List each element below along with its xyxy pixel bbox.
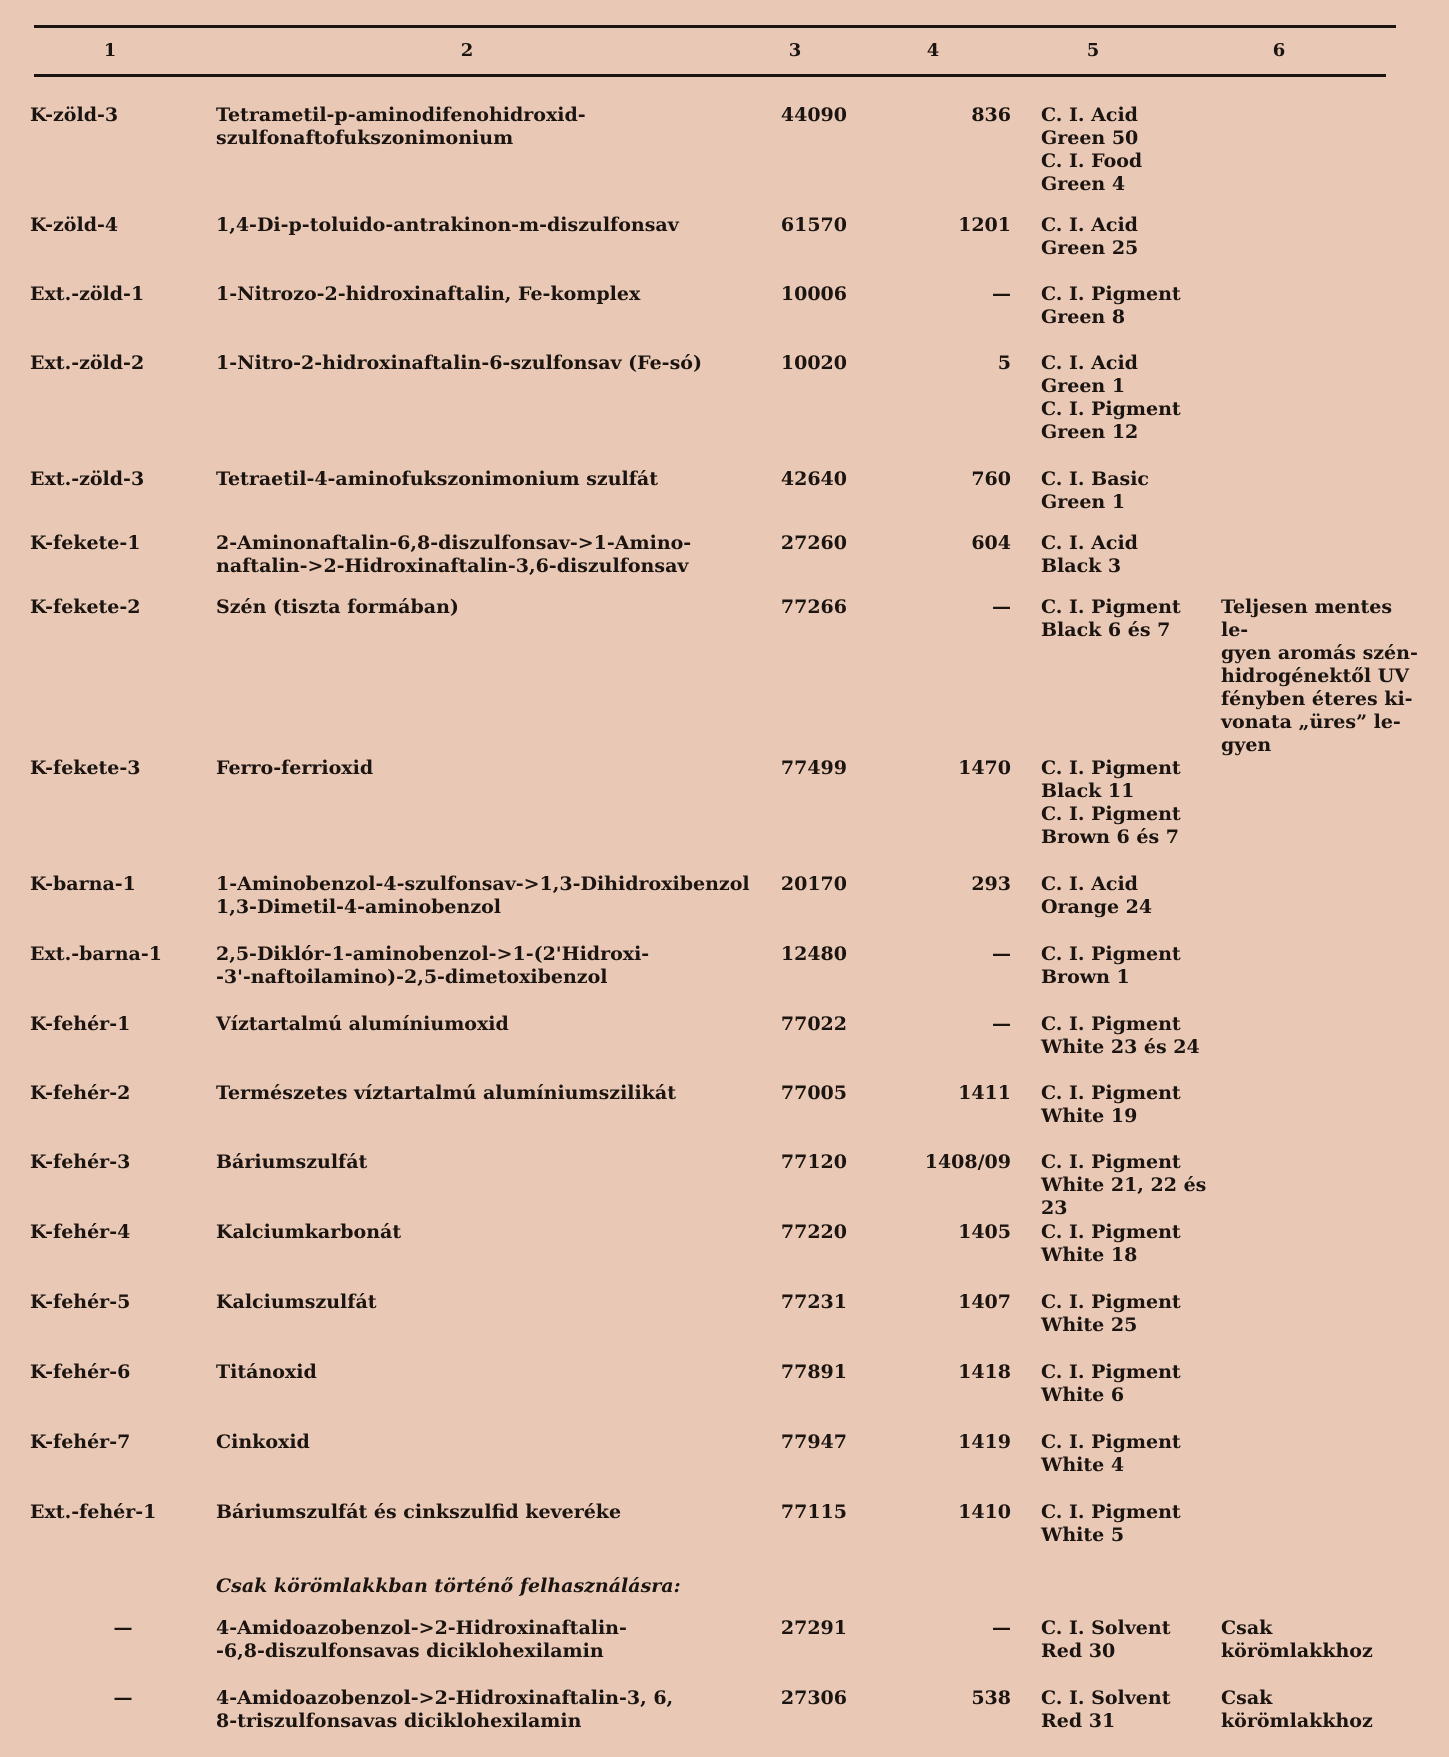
cell-number: 1470 xyxy=(958,757,1011,779)
cell-name: Báriumszulfát és cinkszulfid keveréke xyxy=(216,1501,622,1523)
cell-number: 1410 xyxy=(958,1501,1011,1523)
cell-number: — xyxy=(992,283,1011,305)
cell-ci-name: C. I. Acid Orange 24 xyxy=(1041,873,1153,918)
cell-name: 2,5-Diklór-1-aminobenzol->1-(2'Hidroxi- -3'-naftoilamino)-2,5-dimetoxibenzol xyxy=(216,943,650,988)
table-row xyxy=(30,532,1421,596)
cell-ci-name: C. I. Basic Green 1 xyxy=(1041,468,1149,513)
cell-ci-name: C. I. Pigment White 23 és 24 xyxy=(1041,1013,1200,1058)
cell-name: Titánoxid xyxy=(216,1361,317,1383)
cell-name: Cinkoxid xyxy=(216,1431,310,1453)
cell-note xyxy=(1221,104,1421,214)
cell-ci-number: 77947 xyxy=(780,1431,847,1453)
top-rule xyxy=(34,25,1396,28)
cell-name: 1,4-Di-p-toluido-antrakinon-m-diszulfonsav xyxy=(216,214,679,236)
cell-code: K-zöld-4 xyxy=(30,214,119,236)
cell-code: Ext.-zöld-3 xyxy=(30,468,145,490)
cell-ci-number: 20170 xyxy=(780,873,847,895)
section-note: Csak körömlakkban történő felhasználásra: xyxy=(216,1575,681,1597)
header-col-2: 2 xyxy=(460,40,474,61)
cell-ci-name: C. I. Pigment Black 11 C. I. Pigment Brown 6 és 7 xyxy=(1041,757,1181,848)
cell-ci-name: C. I. Pigment White 6 xyxy=(1041,1361,1181,1406)
cell-code: Ext.-zöld-2 xyxy=(30,352,145,374)
cell-name: Kalciumszulfát xyxy=(216,1291,377,1313)
table-row xyxy=(30,1501,1421,1571)
cell-ci-name: C. I. Solvent Red 31 xyxy=(1041,1687,1171,1732)
cell-number: 5 xyxy=(997,352,1011,374)
table-row xyxy=(30,1082,1421,1151)
cell-name: 1-Nitrozo-2-hidroxinaftalin, Fe-komplex xyxy=(216,283,641,305)
cell-ci-number: 44090 xyxy=(780,104,847,126)
cell-name: Víztartalmú alumíniumoxid xyxy=(216,1013,509,1035)
cell-ci-name: C. I. Solvent Red 30 xyxy=(1041,1617,1171,1662)
cell-ci-number: 10020 xyxy=(780,352,847,374)
cell-code: K-fehér-4 xyxy=(30,1221,131,1243)
cell-ci-name: C. I. Pigment White 4 xyxy=(1041,1431,1181,1476)
cell-note xyxy=(1221,352,1421,468)
table-row xyxy=(30,1361,1421,1431)
cell-name: 1-Aminobenzol-4-szulfonsav->1,3-Dihidroxibenzol 1,3-Dimetil-4-aminobenzol xyxy=(216,873,750,918)
cell-ci-name: C. I. Acid Green 1 C. I. Pigment Green 12 xyxy=(1041,352,1181,443)
cell-ci-name: C. I. Pigment Brown 1 xyxy=(1041,943,1181,988)
cell-note xyxy=(1221,214,1421,283)
cell-note: Teljesen mentes le- gyen aromás szén- hidrogénektől UV fényben éteres ki- vonata „üres” le- gyen xyxy=(1221,596,1418,756)
table-row xyxy=(30,1291,1421,1361)
cell-ci-name: C. I. Pigment White 21, 22 és 23 xyxy=(1041,1151,1207,1219)
header-col-6: 6 xyxy=(1272,40,1286,61)
cell-code: K-fehér-1 xyxy=(30,1013,131,1035)
cell-number: 760 xyxy=(971,468,1011,490)
cell-note xyxy=(1221,1501,1421,1571)
cell-name: Tetraetil-4-aminofukszonimonium szulfát xyxy=(216,468,659,490)
cell-ci-name: C. I. Pigment Black 6 és 7 xyxy=(1041,596,1181,641)
cell-code: K-barna-1 xyxy=(30,873,136,895)
cell-ci-number: 77220 xyxy=(780,1221,847,1243)
table-row xyxy=(30,1013,1421,1082)
cell-code: K-fehér-3 xyxy=(30,1151,131,1173)
table-row xyxy=(30,352,1421,468)
section-note-row xyxy=(30,1571,1421,1617)
cell-number: 1407 xyxy=(958,1291,1011,1313)
cell-code: Ext.-barna-1 xyxy=(30,943,162,965)
cell-note xyxy=(1221,283,1421,352)
cell-note xyxy=(1221,1151,1421,1221)
header-bottom-rule xyxy=(34,74,1386,77)
cell-ci-number: 77115 xyxy=(780,1501,847,1523)
cell-name: Ferro-ferrioxid xyxy=(216,757,374,779)
cell-note xyxy=(1221,1291,1421,1361)
cell-note xyxy=(1221,873,1421,943)
nail-table-row xyxy=(30,1617,1421,1687)
cell-number: 836 xyxy=(971,104,1011,126)
table-row xyxy=(30,283,1421,352)
cell-ci-name: C. I. Pigment Green 8 xyxy=(1041,283,1181,328)
cell-note xyxy=(1221,532,1421,596)
cell-code: K-fehér-6 xyxy=(30,1361,131,1383)
table-row xyxy=(30,943,1421,1013)
cell-number: 1408/09 xyxy=(924,1151,1011,1173)
cell-name: 2-Aminonaftalin-6,8-diszulfonsav->1-Amino- naftalin->2-Hidroxinaftalin-3,6-diszulfonsav xyxy=(216,532,692,577)
cell-ci-number: 77120 xyxy=(780,1151,847,1173)
cell-number: 1411 xyxy=(958,1082,1011,1104)
cell-note xyxy=(1221,1082,1421,1151)
cell-number: — xyxy=(992,1617,1011,1639)
cell-note xyxy=(1221,1431,1421,1501)
cell-ci-name: C. I. Pigment White 5 xyxy=(1041,1501,1181,1546)
cell-number: 1201 xyxy=(958,214,1011,236)
cell-ci-number: 42640 xyxy=(780,468,847,490)
cell-ci-number: 77891 xyxy=(780,1361,847,1383)
cell-ci-number: 27260 xyxy=(780,532,847,554)
cell-number: 604 xyxy=(971,532,1011,554)
cell-name: 1-Nitro-2-hidroxinaftalin-6-szulfonsav (Fe-só) xyxy=(216,352,702,374)
cell-note xyxy=(1221,943,1421,1013)
cell-code: K-fehér-7 xyxy=(30,1431,131,1453)
cell-number: — xyxy=(992,943,1011,965)
table-row xyxy=(30,214,1421,283)
cell-ci-number: 10006 xyxy=(780,283,847,305)
section-note-spacer xyxy=(30,1571,216,1617)
cell-code: K-zöld-3 xyxy=(30,104,119,126)
table-row xyxy=(30,757,1421,873)
cell-note xyxy=(1221,757,1421,873)
cell-note: Csak körömlakkhoz xyxy=(1221,1617,1373,1662)
cell-code: K-fekete-2 xyxy=(30,596,141,618)
table-row xyxy=(30,1151,1421,1221)
cell-number: 1419 xyxy=(958,1431,1011,1453)
cell-name: 4-Amidoazobenzol->2-Hidroxinaftalin- -6,8-diszulfonsavas diciklohexilamin xyxy=(216,1617,627,1662)
cell-ci-number: 77022 xyxy=(780,1013,847,1035)
cell-ci-name: C. I. Pigment White 18 xyxy=(1041,1221,1181,1266)
cell-ci-number: 12480 xyxy=(780,943,847,965)
table-row xyxy=(30,1431,1421,1501)
cell-ci-number: 61570 xyxy=(780,214,847,236)
header-col-5: 5 xyxy=(1086,40,1100,61)
cell-code: — xyxy=(113,1617,133,1639)
cell-ci-name: C. I. Pigment White 25 xyxy=(1041,1291,1181,1336)
cell-ci-name: C. I. Acid Black 3 xyxy=(1041,532,1138,577)
cell-note xyxy=(1221,468,1421,532)
cell-code: — xyxy=(113,1687,133,1709)
table-row xyxy=(30,596,1421,757)
cell-ci-number: 77266 xyxy=(780,596,847,618)
cell-number: 538 xyxy=(971,1687,1011,1709)
cell-name: Kalciumkarbonát xyxy=(216,1221,402,1243)
cell-code: K-fekete-1 xyxy=(30,532,141,554)
cell-name: Szén (tiszta formában) xyxy=(216,596,459,618)
cell-ci-name: C. I. Acid Green 50 C. I. Food Green 4 xyxy=(1041,104,1143,195)
colorant-table xyxy=(30,104,1421,1757)
header-col-1: 1 xyxy=(103,40,117,61)
cell-note xyxy=(1221,1221,1421,1291)
table-row xyxy=(30,873,1421,943)
cell-ci-name: C. I. Acid Green 25 xyxy=(1041,214,1139,259)
cell-number: 1405 xyxy=(958,1221,1011,1243)
cell-name: 4-Amidoazobenzol->2-Hidroxinaftalin-3, 6, 8-triszulfonsavas diciklohexilamin xyxy=(216,1687,674,1732)
header-col-3: 3 xyxy=(788,40,802,61)
cell-number: 293 xyxy=(971,873,1011,895)
cell-number: — xyxy=(992,1013,1011,1035)
cell-note xyxy=(1221,1013,1421,1082)
cell-ci-number: 77231 xyxy=(780,1291,847,1313)
cell-code: Ext.-fehér-1 xyxy=(30,1501,157,1523)
cell-note xyxy=(1221,1361,1421,1431)
cell-note: Csak körömlakkhoz xyxy=(1221,1687,1373,1732)
cell-ci-number: 77499 xyxy=(780,757,847,779)
header-col-4: 4 xyxy=(926,40,940,61)
cell-name: Báriumszulfát xyxy=(216,1151,368,1173)
cell-name: Tetrametil-p-aminodifenohidroxid- szulfonaftofukszonimonium xyxy=(216,104,586,149)
cell-code: K-fehér-2 xyxy=(30,1082,131,1104)
cell-ci-name: C. I. Pigment White 19 xyxy=(1041,1082,1181,1127)
cell-ci-number: 77005 xyxy=(780,1082,847,1104)
cell-number: 1418 xyxy=(958,1361,1011,1383)
cell-ci-number: 27306 xyxy=(780,1687,847,1709)
cell-number: — xyxy=(992,596,1011,618)
cell-code: Ext.-zöld-1 xyxy=(30,283,145,305)
cell-ci-number: 27291 xyxy=(780,1617,847,1639)
table-row xyxy=(30,1221,1421,1291)
cell-code: K-fehér-5 xyxy=(30,1291,131,1313)
cell-name: Természetes víztartalmú alumíniumszilikát xyxy=(216,1082,676,1104)
table-row xyxy=(30,104,1421,214)
cell-code: K-fekete-3 xyxy=(30,757,141,779)
table-row xyxy=(30,468,1421,532)
